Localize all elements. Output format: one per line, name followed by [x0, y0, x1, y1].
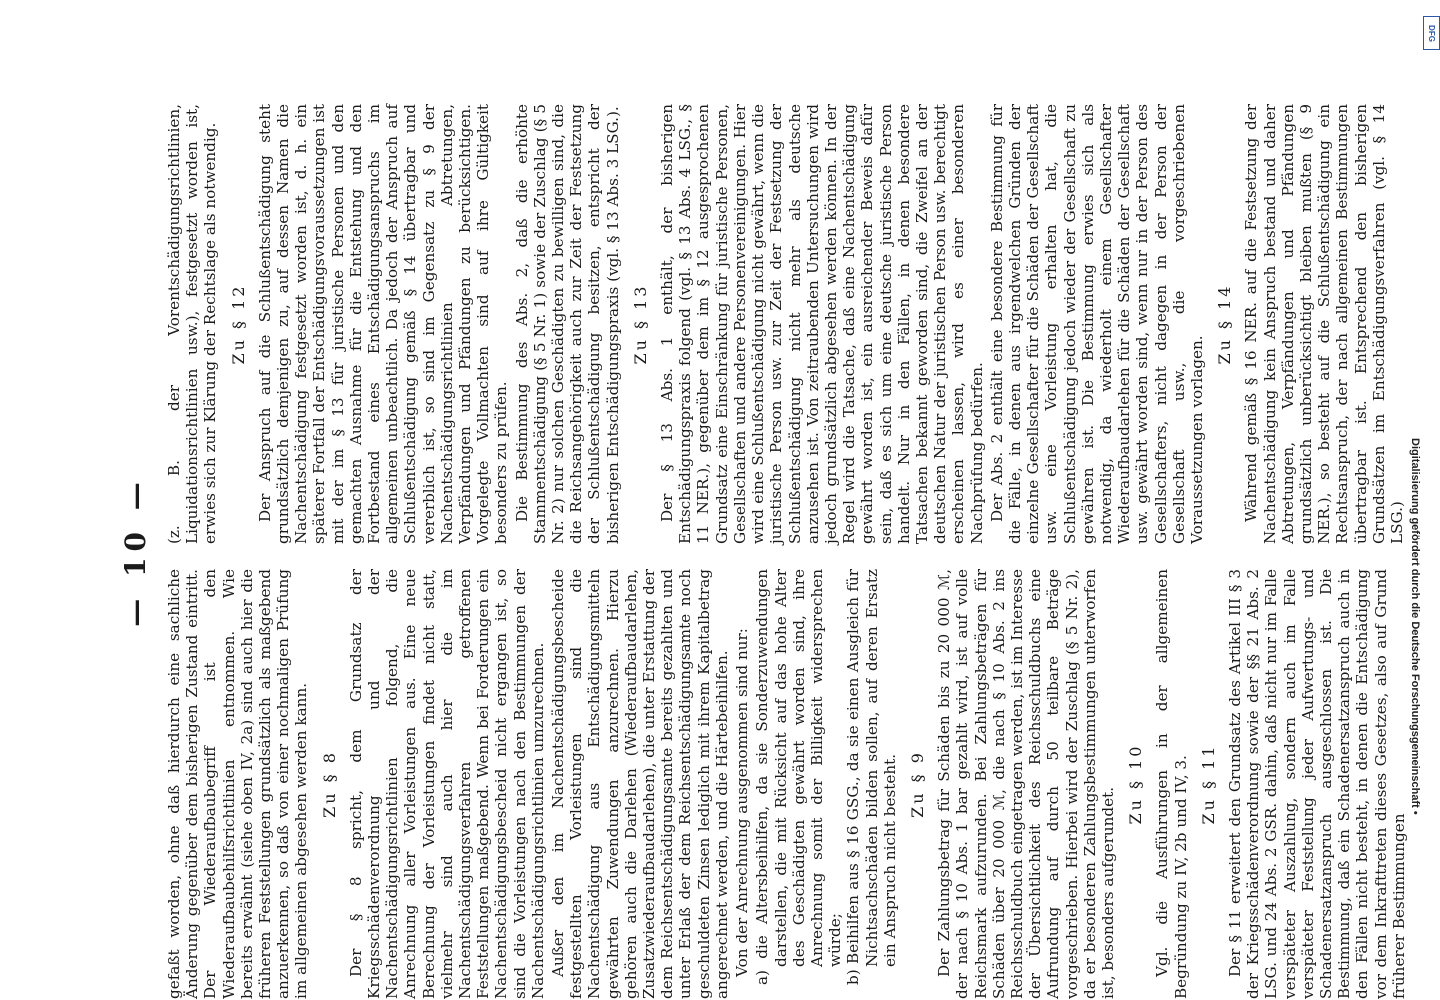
section-heading-10: Zu § 10 [1126, 743, 1146, 825]
section-heading-11: Zu § 11 [1198, 743, 1218, 825]
paragraph: Während gemäß § 16 NER. auf die Festsetzung der Nachentschädigung kein Anspruch bestand und daher Abtretungen, Verpfändungen und Pfändungen grundsätzlich unberücksichtigt bleiben mußten (§ 9 NER.), so besteht auf die Schlußentschädigung ein Rechtsanspruch, der nach allgemeinen Bestimmungen übertragbar ist. Entsprechend den bisherigen Grundsätzen im Entschädigungsverfahren (vgl. § 14 LSG.) [1242, 104, 1406, 544]
paragraph: Der Anspruch auf die Schlußentschädigung steht grundsätzlich demjenigen zu, auf dessen Namen die Nachentschädigung festgesetzt worden ist, d. h. ein späterer Fortfall der Entschädigungsvoraussetzungen ist mit der im § 13 für juristische Personen und den gemachten Ausnahme für die Entstehung und den Fortbestand eines Entschädigungsanspruchs im allgemeinen unbeachtlich. Da jedoch der Anspruch auf Schlußentschädigung gemäß § 14 übertragbar und vererblich ist, so sind im Gegensatz zu § 9 der Nachentschädigungsrichtlinien Abtretungen, Verpfändungen und Pfändungen zu berücksichtigen. Vorgelegte Vollmachten sind auf ihre Gültigkeit besonders zu prüfen. [255, 104, 511, 544]
paragraph: Der Zahlungsbetrag für Schäden bis zu 20 000 ℳ, der nach § 10 Abs. 1 bar gezahlt wird, ist auf volle Reichsmark aufzurunden. Bei Zahlungsbeträgen für Schäden über 20 000 ℳ, die nach § 10 Abs. 2 ins Reichsschuldbuch eingetragen werden, ist im Interesse der Übersichtlichkeit des Reichsschuldbuchs eine Aufrundung auf durch 50 teilbare Beträge vorgeschrieben. Hierbei wird der Zuschlag (§ 5 Nr. 2), da er besonderen Zahlungsbestimmungen unterworfen ist, besonders aufgerundet. [935, 569, 1117, 999]
digitization-note: Digitalisierung gefördert durch die Deutsche Forschungsgemeinschaft • [1409, 438, 1421, 815]
right-text-column [165, 104, 1408, 544]
paragraph: Vgl. die Ausführungen in der allgemeinen Begründung zu IV, 2b und IV, 3. [1153, 569, 1190, 999]
paragraph: Die Bestimmung des Abs. 2, daß die erhöhte Stammentschädigung (§ 5 Nr. 1) sowie der Zuschlag (§ 5 Nr. 2) nur solchen Geschädigten zu bewilligen sind, die die Reichsangehörigkeit auch zur Zeit der Festsetzung der Schlußentschädigung besitzen, entspricht der bisherigen Entschädigungspraxis (vgl. § 13 Abs. 3 LSG.). [512, 104, 622, 544]
paragraph: Der § 11 erweitert den Grundsatz des Artikel III § 3 der Kriegsschädenverordnung sowie der §§ 21 Abs. 2 LSG. und 24 Abs. 2 GSR. dahin, daß nicht nur im Falle verspäteter Auszahlung, sondern auch im Falle verspäteter Feststellung jeder Aufwertungs- und Schadenersatzanspruch ausgeschlossen ist. Die Bestimmung, daß ein Schadenersatzanspruch auch in den Fällen nicht besteht, in denen die Entschädigung vor dem Inkrafttreten dieses Gesetzes, also auf Grund früherer Bestimmungen [1225, 569, 1408, 999]
paragraph: (z. B. der Vorentschädigungsrichtlinien, Liquidationsrichtlinien usw.), festgesetzt worden ist, erwies sich zur Klärung der Rechtslage als notwendig. [165, 104, 220, 544]
digitization-strip [1406, 8, 1436, 992]
paragraph: Außer den im Nachentschädigungsbescheide festgestellten Vorleistungen sind die Nachentschädigung aus Entschädigungsmitteln gewährten Zuwendungen anzurechnen. Hierzu gehören auch die Darlehen (Wiederaufbaudarlehen, Zusatzwiederaufbaudarlehen), die unter Erstattung der dem Reichsentschädigungsamte bereits gezahlten und unter Erlaß der dem Reichsentschädigungsamte noch geschuldeten Zinsen lediglich mit ihrem Kapitalbetrag angerechnet werden, und die Härtebeihilfen. [549, 569, 731, 999]
left-text-column [165, 569, 1410, 999]
rotated-document-page [119, 104, 1412, 999]
section-heading-9: Zu § 9 [907, 750, 927, 818]
section-heading-14: Zu § 14 [1215, 283, 1235, 365]
paragraph: Der Abs. 2 enthält eine besondere Bestimmung für die Fälle, in denen aus irgendwelchen Gründen der einzelne Gesellschafter für die Schäden der Gesellschaft usw. eine Vorleistung erhalten hat, die Schlußentschädigung jedoch wieder der Gesellschaft zu gewähren ist. Die Bestimmung erwies sich als notwendig, da wiederholt einem Gesellschafter Wiederaufbaudarlehen für die Schäden der Gesellschaft usw. gewährt worden sind, wenn nur in der Person des Gesellschafters, nicht dagegen in der Person der Gesellschaft usw., die vorgeschriebenen Voraussetzungen vorlagen. [987, 104, 1206, 544]
section-heading-8: Zu § 8 [319, 750, 339, 818]
paragraph: gefaßt worden, ohne daß hierdurch eine sachliche Änderung gegenüber dem bisherigen Zustand eintritt. Der Wiederaufbaubegriff ist den Wiederaufbaubehilfsrichtlinien entnommen. Wie bereits erwähnt (siehe oben IV, 2a) sind auch hier die früheren Feststellungen grundsätzlich als maßgebend anzuerkennen, so daß von einer nochmaligen Prüfung im allgemeinen abgesehen werden kann. [165, 569, 311, 999]
paragraph: Der § 8 spricht, dem Grundsatz der Kriegsschädenverordnung und der Nachentschädigungsrichtlinien folgend, die Anrechnung aller Vorleistungen aus. Eine neue Berechnung der Vorleistungen findet nicht statt, vielmehr sind auch hier die im Nachentschädigungsverfahren getroffenen Feststellungen maßgebend. Wenn bei Forderungen ein Nachentschädigungsbescheid nicht ergangen ist, so sind die Vorleistungen nach den Bestimmungen der Nachentschädigungsrichtlinien umzurechnen. [346, 569, 547, 999]
section-heading-13: Zu § 13 [630, 283, 650, 365]
dfg-logo: DFG [1423, 16, 1440, 50]
paragraph: Von der Anrechnung ausgenommen sind nur: [733, 628, 752, 977]
paragraph: Der § 13 Abs. 1 enthält, der bisherigen Entschädigungspraxis folgend (vgl. § 13 Abs. 4 LSG., § 11 NER.), gegenüber dem im § 12 ausgesprochenen Grundsatz eine Einschränkung für juristische Personen, Gesellschaften und andere Personenvereinigungen. Hier wird eine Schlußentschädigung nicht gewährt, wenn die juristische Person usw. zur Zeit der Festsetzung der Schlußentschädigung nicht mehr als deutsche anzusehen ist. Von zeitraubenden Untersuchungen wird jedoch grundsätzlich abgesehen werden können. In der Regel wird die Tatsache, daß eine Nachentschädigung gewährt worden ist, ein ausreichender Beweis dafür sein, daß es sich um eine deutsche juristische Person handelt. Nur in den Fällen, in denen besondere Tatsachen bekannt geworden sind, die Zweifel an der deutschen Natur der juristischen Person usw. berechtigt erscheinen lassen, wird es einer besonderen Nachprüfung bedürfen. [658, 104, 986, 544]
page-number: — 10 — [119, 476, 152, 627]
list-item-b: b) Beihilfen aus § 16 GSG., da sie einen Ausgleich für Nichtsachschäden bilden sollen, auf deren Ersatz ein Anspruch nicht besteht. [844, 569, 899, 985]
section-heading-12: Zu § 12 [228, 283, 248, 365]
list-item-a: a) die Altersbeihilfen, da sie Sonderzuwendungen darstellen, die mit Rücksicht auf das hohe Alter des Geschädigten gewährt worden sind, ihre Anrechnung somit der Billigkeit widersprechen würde; [753, 569, 845, 985]
